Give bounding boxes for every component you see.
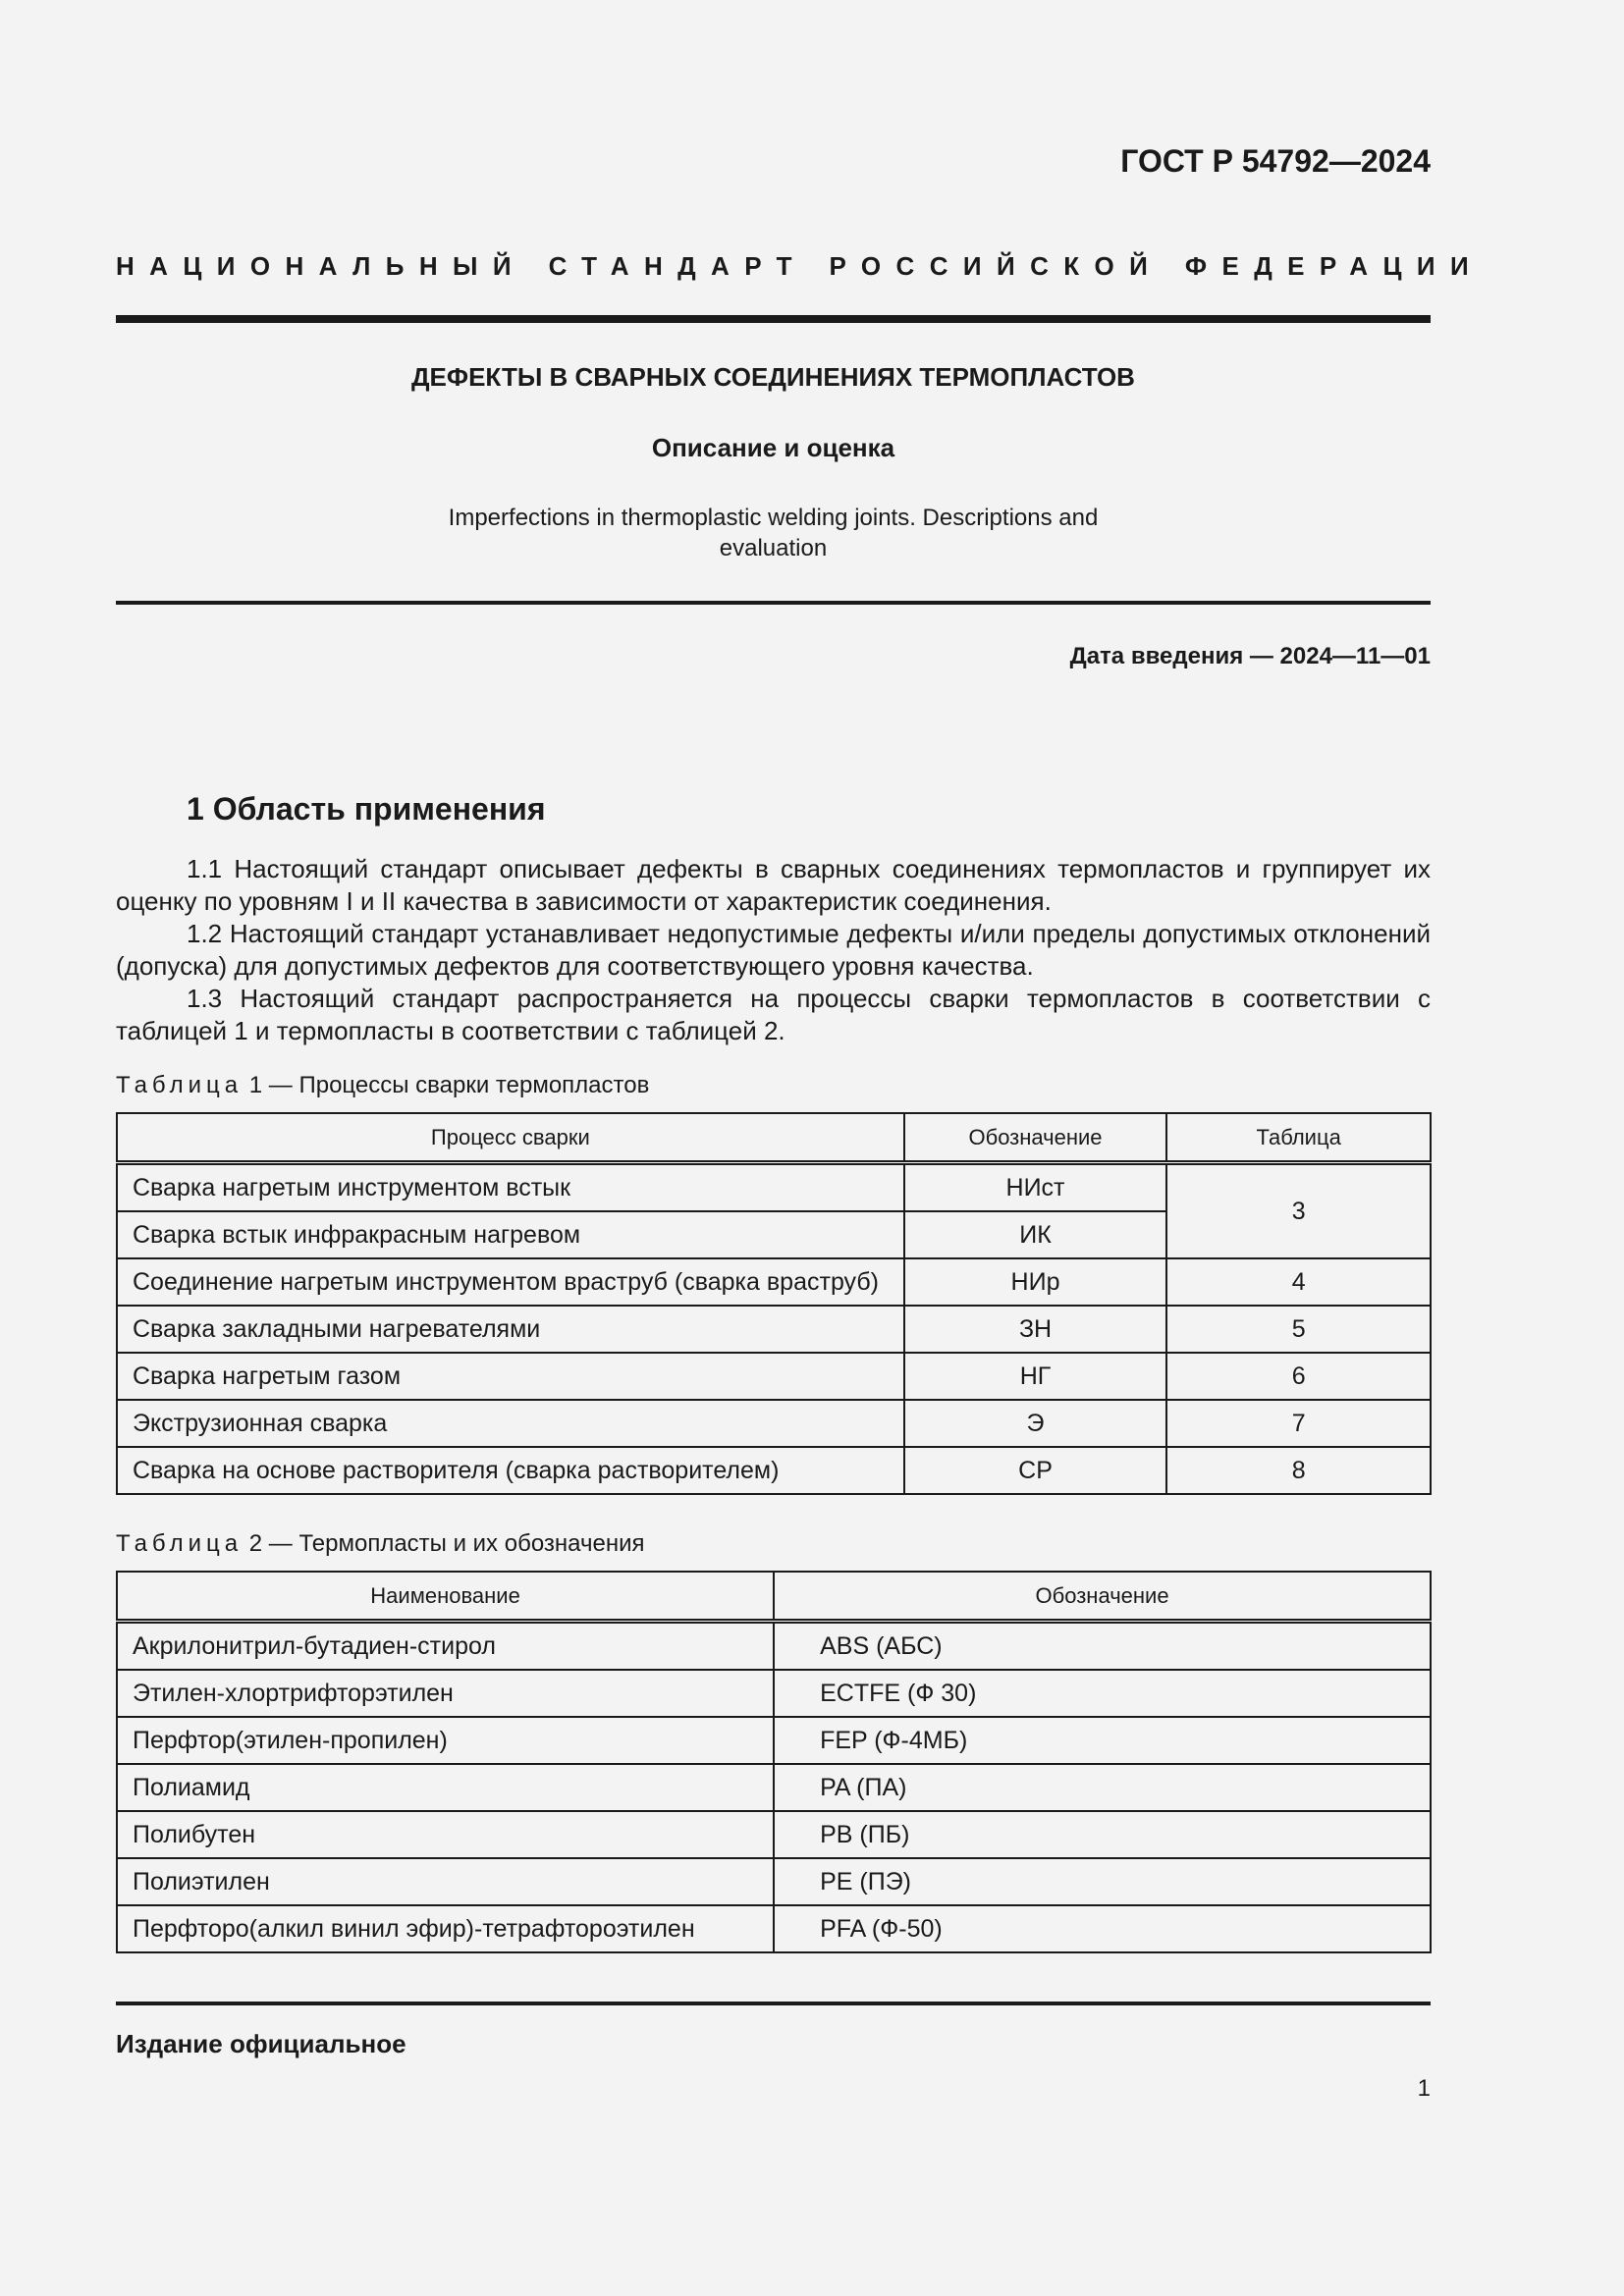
table2-caption-label: Таблица xyxy=(116,1530,244,1557)
english-title-line1: Imperfections in thermoplastic welding joints. Descriptions and xyxy=(448,505,1099,531)
table-row xyxy=(117,1858,1431,1905)
organization-line: НАЦИОНАЛЬНЫЙ СТАНДАРТ РОССИЙСКОЙ ФЕДЕРАЦИИ xyxy=(116,251,1485,281)
code-cell: НГ xyxy=(904,1353,1167,1400)
material-name-cell: Перфторо(алкил винил эфир)-тетрафтороэтилен xyxy=(117,1905,774,1952)
code-cell: СР xyxy=(904,1447,1167,1494)
material-name-cell: Полиамид xyxy=(117,1764,774,1811)
table-row xyxy=(117,1670,1431,1717)
section-heading: 1 Область применения xyxy=(187,791,546,827)
footer-rule xyxy=(116,2002,1431,2005)
table-row xyxy=(117,1764,1431,1811)
standard-number: ГОСТ Р 54792—2024 xyxy=(1120,143,1431,179)
table-ref-cell: 7 xyxy=(1166,1400,1431,1447)
table-row xyxy=(117,1306,1431,1353)
table-row xyxy=(117,1717,1431,1764)
column-header-name: Наименование xyxy=(117,1572,774,1622)
table-ref-cell: 5 xyxy=(1166,1306,1431,1353)
document-subtitle: Описание и оценка xyxy=(651,433,895,462)
material-code-cell: PB (ПБ) xyxy=(774,1811,1431,1858)
material-name-cell: Перфтор(этилен-пропилен) xyxy=(117,1717,774,1764)
header-rule xyxy=(116,315,1431,323)
material-name-cell: Этилен-хлортрифторэтилен xyxy=(117,1670,774,1717)
official-edition-label: Издание официальное xyxy=(116,2029,406,2058)
table-row xyxy=(117,1905,1431,1952)
code-cell: НИр xyxy=(904,1258,1167,1306)
material-code-cell: PFA (Ф-50) xyxy=(774,1905,1431,1952)
table2-caption xyxy=(116,1530,644,1558)
page-number: 1 xyxy=(1417,2075,1431,2102)
code-cell: НИст xyxy=(904,1163,1167,1212)
table-welding-processes xyxy=(116,1112,1432,1495)
table-row xyxy=(117,1447,1431,1494)
table-row xyxy=(117,1163,1431,1212)
code-cell: ИК xyxy=(904,1211,1167,1258)
process-cell: Сварка нагретым инструментом встык xyxy=(117,1163,904,1212)
material-code-cell: ABS (АБС) xyxy=(774,1622,1431,1671)
material-code-cell: PA (ПА) xyxy=(774,1764,1431,1811)
table1-caption-text: 1 — Процессы сварки термопластов xyxy=(248,1072,650,1098)
paragraph-1-2: 1.2 Настоящий стандарт устанавливает недопустимые дефекты и/или пределы допустимых отклонений (допуска) для допустимых дефектов для соответствующего уровня качества. xyxy=(116,919,1431,981)
process-cell: Сварка на основе растворителя (сварка растворителем) xyxy=(117,1447,904,1494)
table-row xyxy=(117,1811,1431,1858)
title-rule xyxy=(116,601,1431,605)
material-code-cell: ECTFE (Ф 30) xyxy=(774,1670,1431,1717)
table-ref-cell: 4 xyxy=(1166,1258,1431,1306)
document-title: ДЕФЕКТЫ В СВАРНЫХ СОЕДИНЕНИЯХ ТЕРМОПЛАСТОВ xyxy=(411,362,1135,392)
code-cell: ЗН xyxy=(904,1306,1167,1353)
english-title xyxy=(116,503,1431,563)
table-header-row xyxy=(117,1113,1431,1163)
table-thermoplastics xyxy=(116,1571,1432,1953)
paragraph-1-3: 1.3 Настоящий стандарт распространяется на процессы сварки термопластов в соответствии с таблицей 1 и термопласты в соответствии с таблицей 2. xyxy=(116,984,1431,1045)
table-ref-cell: 8 xyxy=(1166,1447,1431,1494)
column-header-code: Обозначение xyxy=(774,1572,1431,1622)
material-code-cell: FEP (Ф-4МБ) xyxy=(774,1717,1431,1764)
column-header-process: Процесс сварки xyxy=(117,1113,904,1163)
paragraph-1-1: 1.1 Настоящий стандарт описывает дефекты в сварных соединениях термопластов и группирует их оценку по уровням I и II качества в зависимости от характеристик соединения. xyxy=(116,854,1431,916)
process-cell: Соединение нагретым инструментом враструб (сварка враструб) xyxy=(117,1258,904,1306)
table-header-row xyxy=(117,1572,1431,1622)
table-row xyxy=(117,1258,1431,1306)
process-cell: Сварка встык инфракрасным нагревом xyxy=(117,1211,904,1258)
table-ref-cell: 3 xyxy=(1166,1163,1431,1259)
material-name-cell: Полибутен xyxy=(117,1811,774,1858)
process-cell: Сварка нагретым газом xyxy=(117,1353,904,1400)
code-cell: Э xyxy=(904,1400,1167,1447)
column-header-table: Таблица xyxy=(1166,1113,1431,1163)
table-row xyxy=(117,1353,1431,1400)
column-header-code: Обозначение xyxy=(904,1113,1167,1163)
table1-caption-label: Таблица xyxy=(116,1072,244,1098)
material-name-cell: Акрилонитрил-бутадиен-стирол xyxy=(117,1622,774,1671)
process-cell: Сварка закладными нагревателями xyxy=(117,1306,904,1353)
table1-caption xyxy=(116,1072,649,1099)
introduction-date: Дата введения — 2024—11—01 xyxy=(1069,643,1431,669)
process-cell: Экструзионная сварка xyxy=(117,1400,904,1447)
table2-caption-text: 2 — Термопласты и их обозначения xyxy=(248,1530,645,1557)
english-title-line2: evaluation xyxy=(719,535,828,561)
table-row xyxy=(117,1400,1431,1447)
material-name-cell: Полиэтилен xyxy=(117,1858,774,1905)
table-ref-cell: 6 xyxy=(1166,1353,1431,1400)
material-code-cell: PE (ПЭ) xyxy=(774,1858,1431,1905)
table-row xyxy=(117,1622,1431,1671)
